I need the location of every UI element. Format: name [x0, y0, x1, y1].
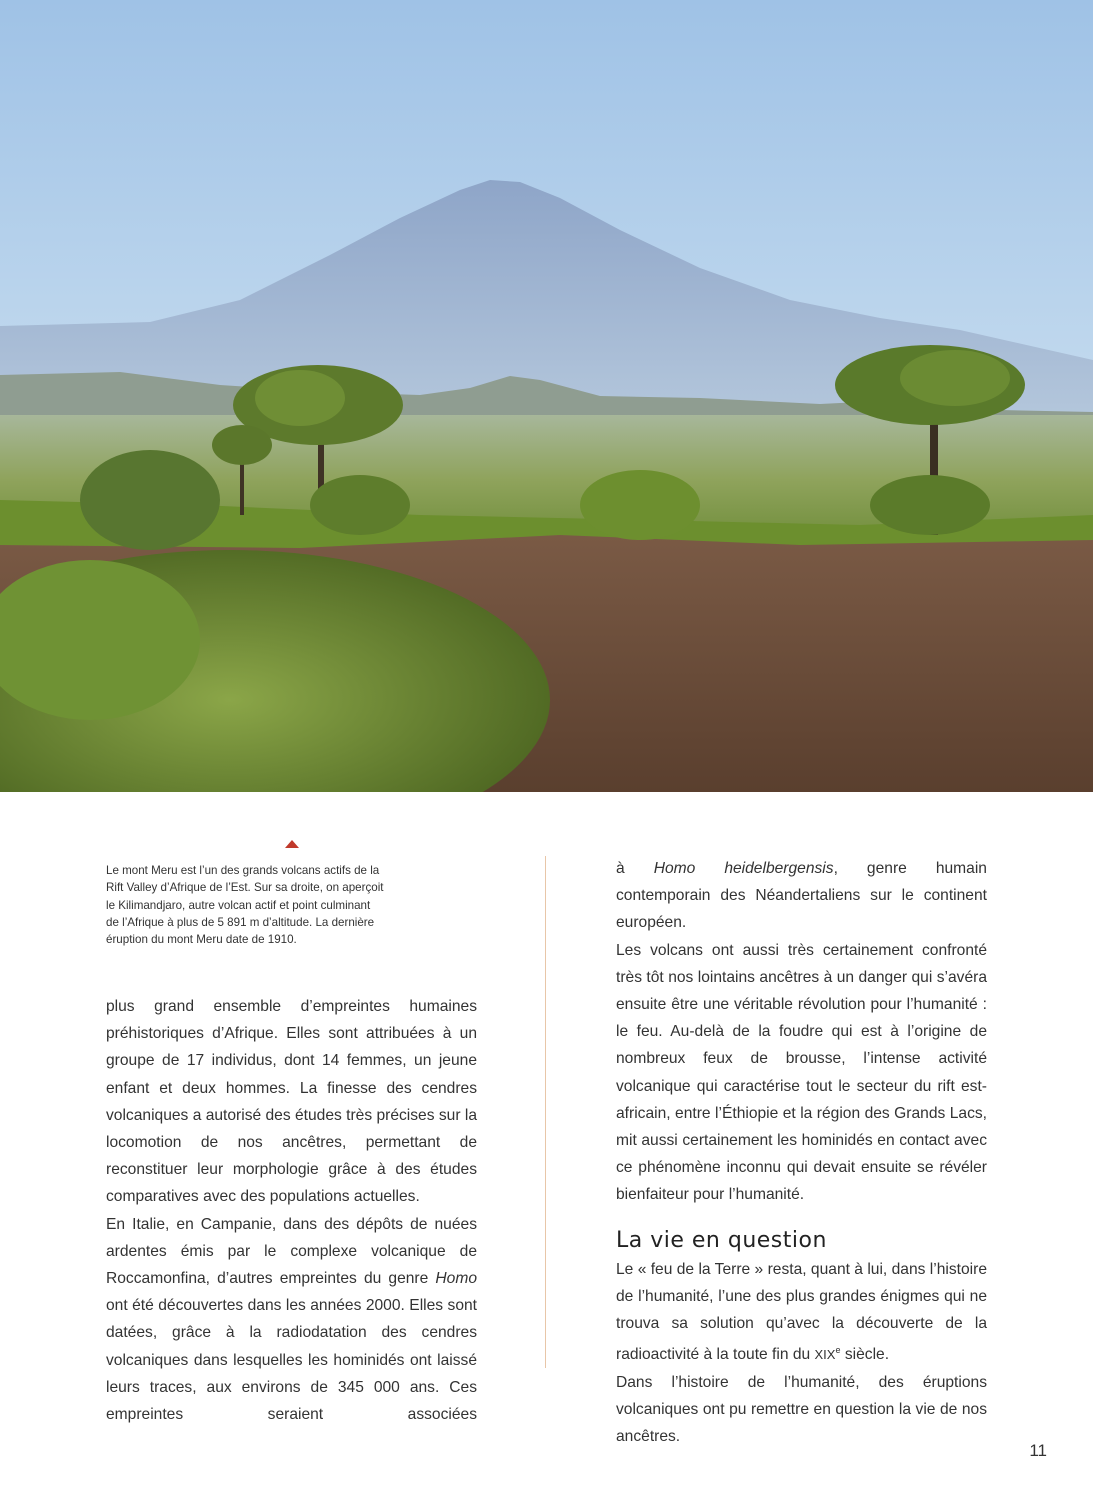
- page-number: 11: [1029, 1441, 1047, 1460]
- caption-marker-icon: [285, 840, 299, 848]
- paragraph: Le « feu de la Terre » resta, quant à lui, dans l’histoire de l’humanité, l’une des plus grandes énigmes qui ne trouva sa solution qu’avec la découverte de la radioactivité à la toute fin du XIXe siècle.: [616, 1260, 987, 1364]
- paragraph: plus grand ensemble d’empreintes humaines préhistoriques d’Afrique. Elles sont attribuées à un groupe de 17 individus, dont 14 femmes, un jeune enfant et deux hommes. La finesse des cendres volcaniques a autorisé des études très précises sur la locomotion de nos ancêtres, permettant de reconstituer leur morphologie grâce à des études comparatives avec des populations actuelles.: [106, 998, 477, 1206]
- photo-caption: Le mont Meru est l’un des grands volcans actifs de la Rift Valley d’Afrique de l’Est. Sur sa droite, on aperçoit le Kilimandjaro, autre volcan actif et point culminant de l’Afrique à plus de 5 891 m d’altitude. La dernière éruption du mont Meru date de 1910.: [106, 864, 384, 947]
- left-column: [106, 993, 477, 1428]
- paragraph: à Homo heidelbergensis, genre humain contemporain des Néandertaliens sur le continent européen.: [616, 860, 987, 932]
- section-heading: La vie en question: [616, 1227, 827, 1253]
- paragraph: En Italie, en Campanie, dans des dépôts de nuées ardentes émis par le complexe volcanique de Roccamonfina, d’autres empreintes du genre Homo ont été découvertes dans les années 2000. Elles sont datées, grâce à la radiodatation des cendres volcaniques dans lesquelles les hominidés ont laissé leurs traces, aux environs de 345 000 ans. Ces empreintes seraient associées: [106, 1215, 477, 1424]
- paragraph: Les volcans ont aussi très certainement confronté très tôt nos lointains ancêtres à un danger qui s’avéra ensuite être une véritable révolution pour l’humanité : le feu. Au-delà de la foudre qui est à l’origine de nombreux feux de brousse, l’intense activité volcanique qui caractérise tout le secteur du rift est-africain, entre l’Éthiopie et la région des Grands Lacs, mit aussi certainement les hominidés en contact avec ce phénomène inconnu qui devait ensuite se révéler bienfaiteur pour l’humanité.: [616, 941, 987, 1204]
- right-column: [616, 855, 987, 1450]
- column-divider: [545, 856, 546, 1368]
- paragraph: Dans l’histoire de l’humanité, des éruptions volcaniques ont pu remettre en question la vie de nos ancêtres.: [616, 1373, 987, 1446]
